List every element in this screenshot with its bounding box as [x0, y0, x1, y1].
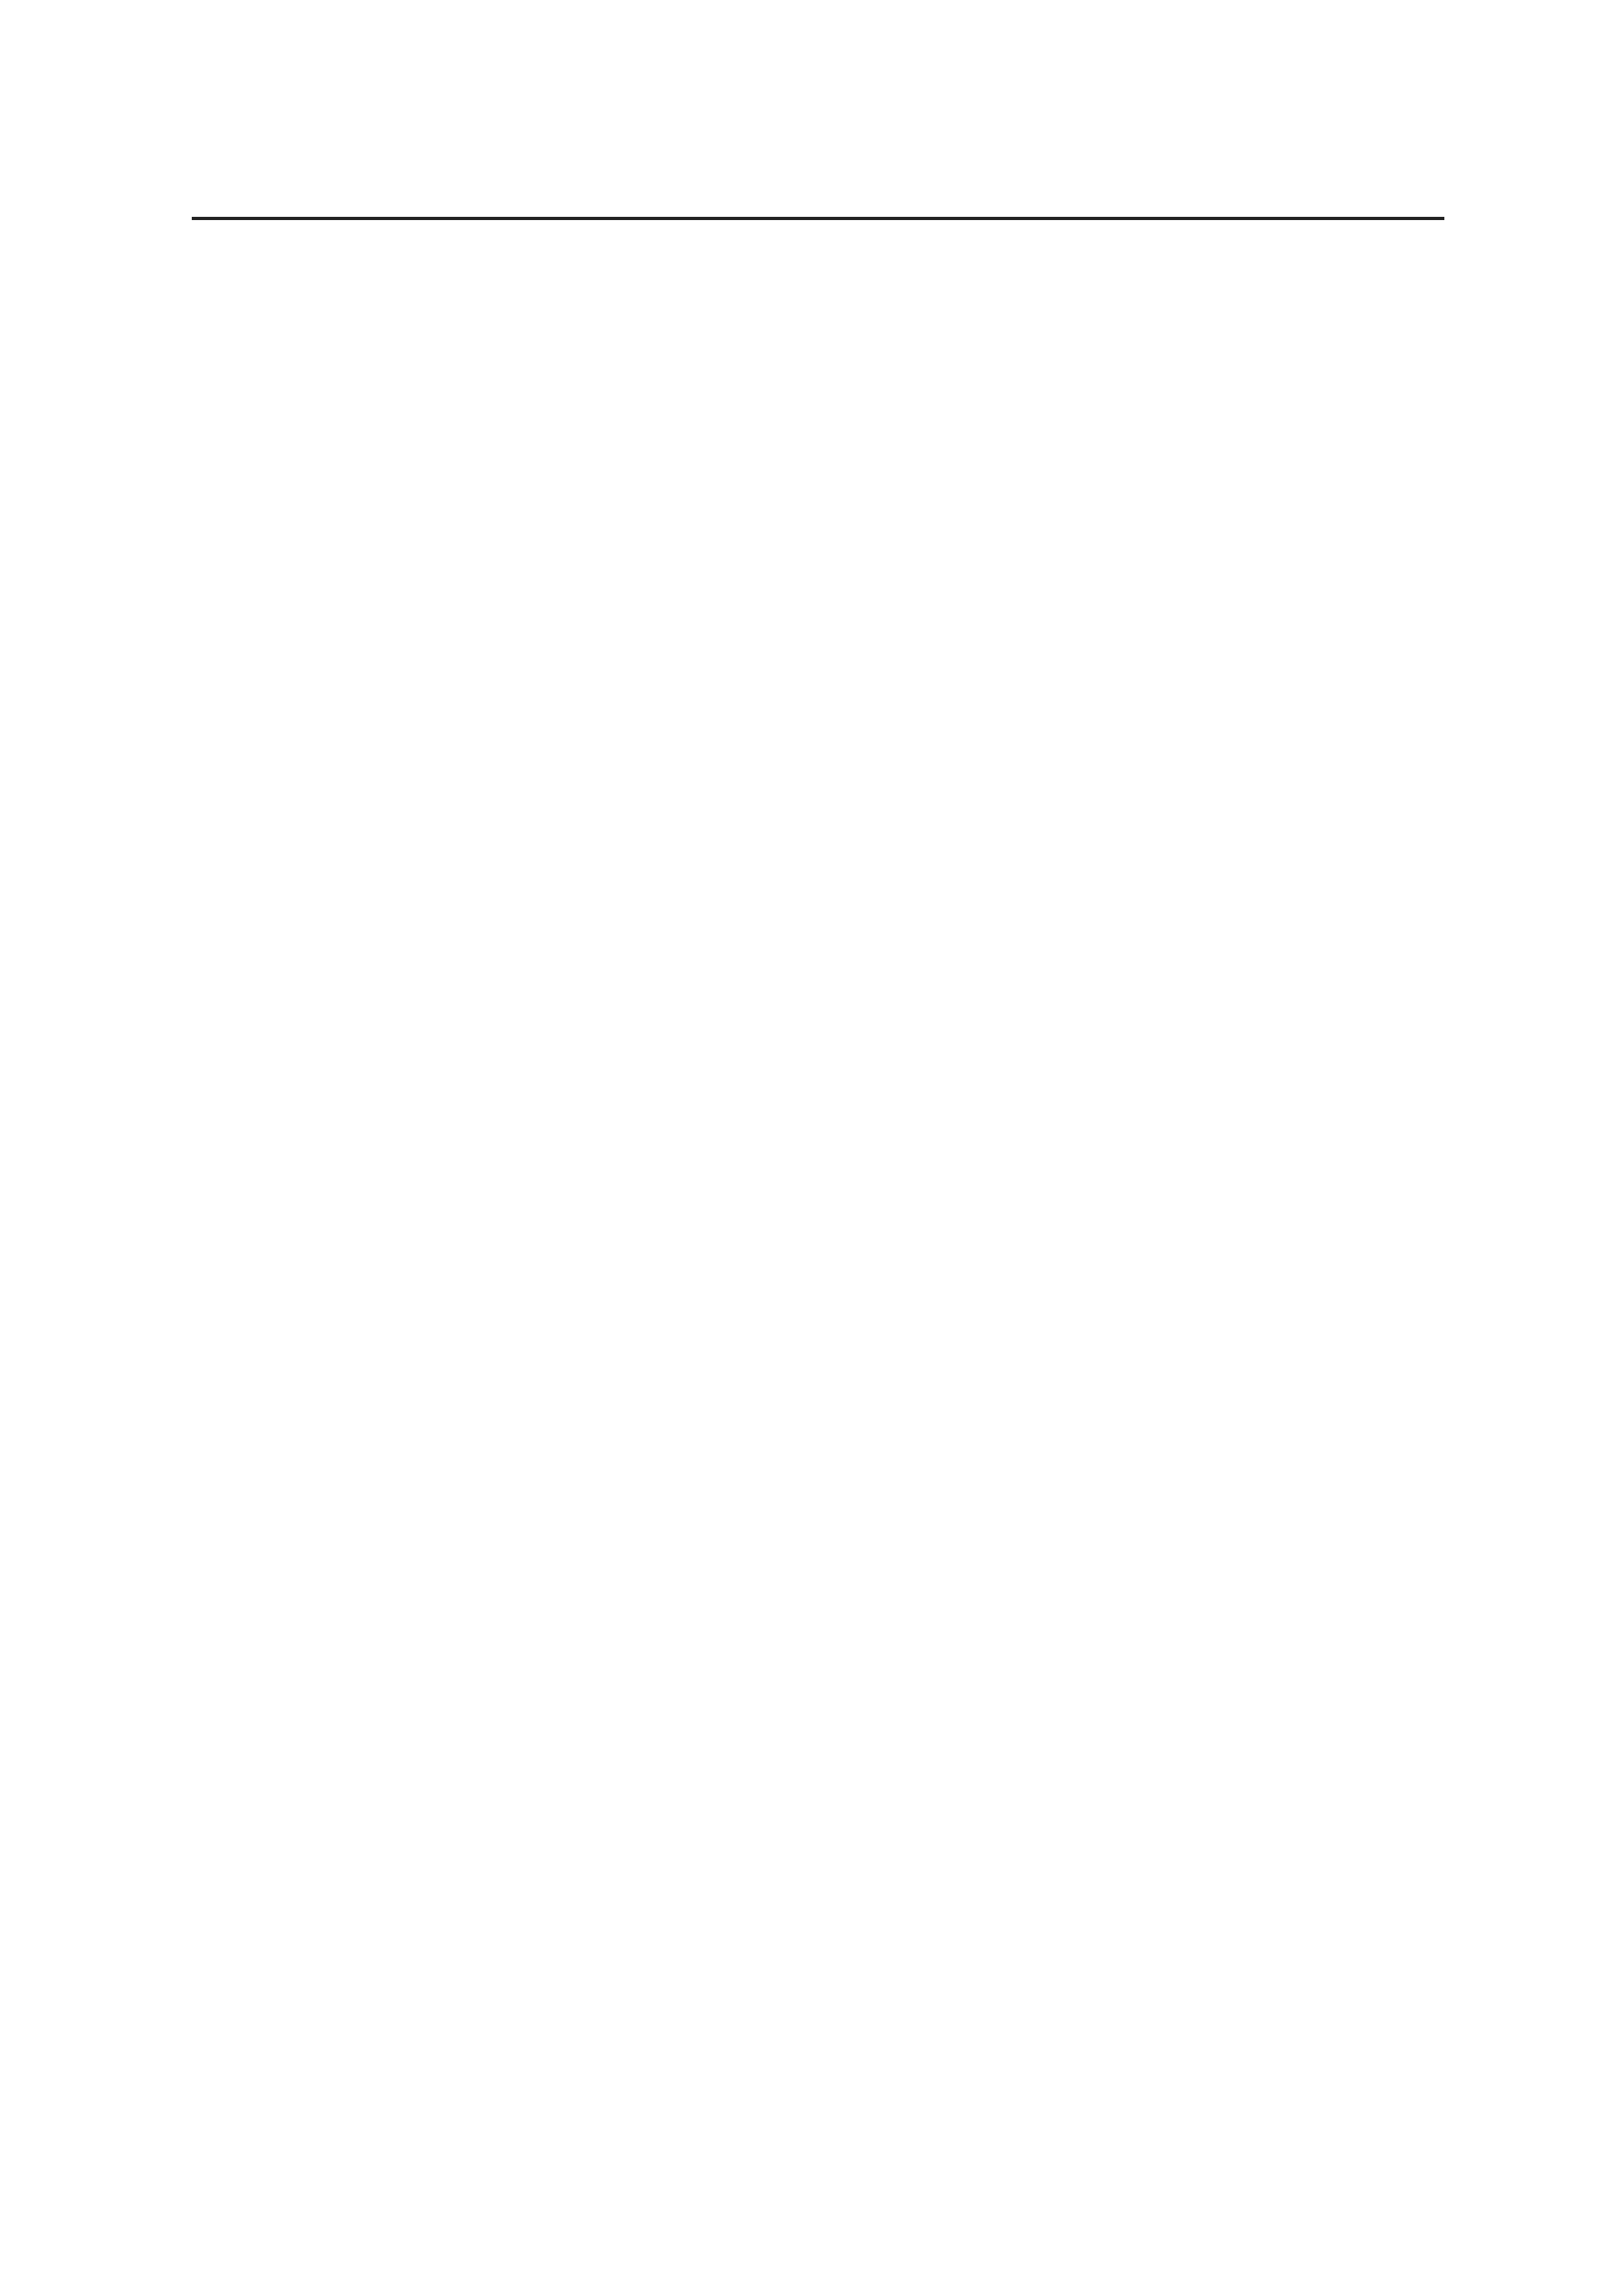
header-rule — [192, 217, 1444, 220]
